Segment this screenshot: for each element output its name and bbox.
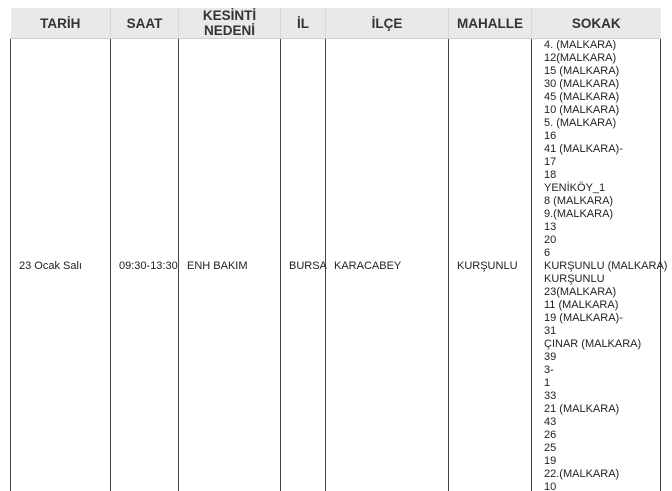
cell-time: 09:30-13:30 [111,39,179,491]
cell-province: BURSA [281,39,326,491]
header-time: SAAT [111,8,179,39]
street-item: 19 [544,455,557,467]
street-item: 12(MALKARA) [544,52,617,64]
street-item: 22.(MALKARA) [544,468,620,480]
street-item: 10 (MALKARA) [544,104,620,116]
header-row [11,8,661,39]
street-item: 9.(MALKARA) [544,208,614,220]
street-item: 5. (MALKARA) [544,117,617,129]
street-item: 43 [544,416,557,428]
header-province: İL [281,8,326,39]
cell-district: KARACABEY [326,39,449,491]
street-item: 41 (MALKARA)- [544,143,623,155]
street-item: KURŞUNLU (MALKARA) [544,260,668,272]
header-reason: KESİNTİ NEDENİ [179,8,281,39]
street-item: 18 [544,169,557,181]
street-item: 26 [544,429,557,441]
header-district: İLÇE [326,8,449,39]
header-neighborhood: MAHALLE [449,8,532,39]
street-item: 21 (MALKARA) [544,403,620,415]
header-street: SOKAK [532,8,661,39]
street-item: 31 [544,325,557,337]
street-item: 23(MALKARA) [544,286,617,298]
street-item: 4. (MALKARA) [544,39,617,51]
street-item: 3- [544,364,554,376]
street-item: 17 [544,156,557,168]
table-row [11,39,661,491]
street-item: YENİKÖY_1 [544,182,606,194]
street-item: 30 (MALKARA) [544,78,620,90]
cell-reason: ENH BAKIM [179,39,281,491]
street-item: 8 (MALKARA) [544,195,614,207]
street-item: 25 [544,442,557,454]
street-item: 39 [544,351,557,363]
street-item: 20 [544,234,557,246]
header-date: TARİH [11,8,111,39]
street-item: KURŞUNLU [544,273,605,285]
cell-streets [532,39,668,491]
table-header [11,8,661,39]
street-item: 45 (MALKARA) [544,91,620,103]
street-item: 1 [544,377,551,389]
street-list [544,39,668,491]
street-item: 6 [544,247,551,259]
street-item: 11 (MALKARA) [544,299,619,311]
outage-table [10,8,668,491]
street-item: ÇINAR (MALKARA) [544,338,642,350]
street-item: 16 [544,130,557,142]
street-item: 15 (MALKARA) [544,65,620,77]
street-item: 19 (MALKARA)- [544,312,623,324]
street-item: 13 [544,221,557,233]
street-item: 33 [544,390,557,402]
cell-date: 23 Ocak Salı [11,39,111,491]
street-item: 10 [544,481,557,491]
cell-neighborhood: KURŞUNLU [449,39,532,491]
